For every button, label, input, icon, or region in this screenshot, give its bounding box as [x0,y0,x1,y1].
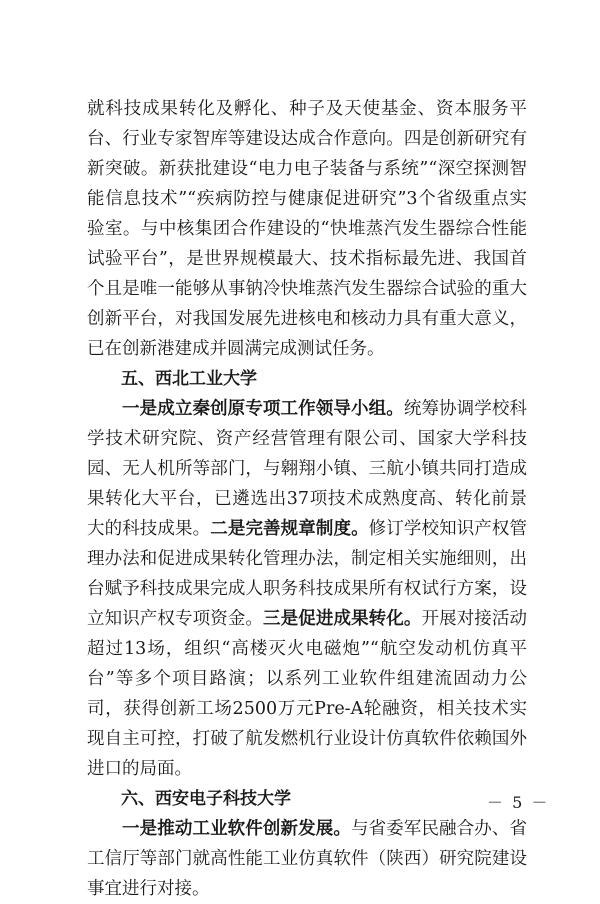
section-heading-xidian: 六、西安电子科技大学 [121,789,291,809]
lead-phrase: 二是完善规章制度。 [210,519,369,539]
paragraph-nwpu [87,394,527,784]
paragraph-continuation: 就科技成果转化及孵化、种子及天使基金、资本服务平台、行业专家智库等建设达成合作意向。四是创新研究有新突破。新获批建设“电力电子装备与系统”“深空探测智能信息技术”“疾病防控与健康促进研究”3个省级重点实验室。与中核集团合作建设的“快堆蒸汽发生器综合性能试验平台”，是世界规模最大、技术指标最先进、我国首个且是唯一能够从事钠冷快堆蒸汽发生器综合试验的重大创新平台，对我国发展先进核电和核动力具有重大意义，已在创新港建成并圆满完成测试任务。 [87,99,527,359]
page-number: － 5 － [487,793,550,812]
paragraph-text: 开展对接活动超过13场，组织“高楼灭火电磁炮”“航空发动机仿真平台”等多个项目路演；以系列工业软件组建流固动力公司，获得创新工场2500万元Pre-A轮融资，相关技术实现自主可控，打破了航发燃机行业设计仿真软件依赖国外进口的局面。 [87,609,528,779]
paragraph-text: 与省委军民融合办、省工信厅等部门就高性能工业仿真软件（陕西）研究院建设事宜进行对接。 [87,819,528,899]
paragraph-text: 修订学校知识产权管理办法和促进成果转化管理办法，制定相关实施细则，出台赋予科技成果完成人职务科技成果所有权试行方案，设立知识产权专项资金。 [87,519,528,629]
document-body [87,94,527,904]
paragraph-text: 统筹协调学校科学技术研究院、资产经营管理有限公司、国家大学科技园、无人机所等部门，与翱翔小镇、三航小镇共同打造成果转化大平台，已遴选出37项技术成熟度高、转化前景大的科技成果。 [87,399,528,539]
lead-phrase: 一是成立秦创原专项工作领导小组。 [122,399,404,419]
section-heading-nwpu: 五、西北工业大学 [121,369,257,389]
lead-phrase: 三是促进成果转化。 [263,609,422,629]
paragraph-xidian [87,814,527,904]
lead-phrase: 一是推动工业软件创新发展。 [122,819,351,839]
